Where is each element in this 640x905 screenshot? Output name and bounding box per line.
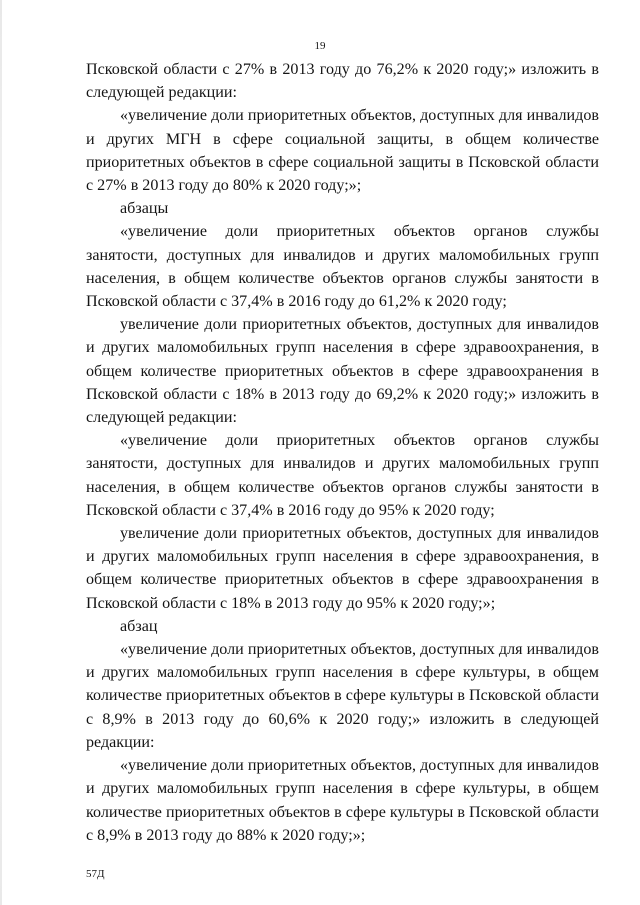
paragraph-10: «увеличение доли приоритетных объектов, доступных для инвалидов и других маломобильных групп населения в сфере культуры, в общем количестве приоритетных объектов в сфере культуры в Псковской области с 8,9% в 2013 году до 88% к 2020 году;»; [86, 757, 599, 844]
paragraph-8: абзац [120, 617, 158, 635]
page-number: 19 [314, 40, 326, 52]
footer-code: 57Д [86, 868, 105, 880]
paragraph-4: «увеличение доли приоритетных объектов органов службы занятости, доступных для инвалидов и других маломобильных групп населения, в общем количестве объектов органов службы занятости в Псковской области с 37,4% в 2016 году до 61,2% к 2020 году; [86, 223, 599, 311]
paragraph-1: Псковской области с 27% в 2013 году до 76,2% к 2020 году;» изложить в следующей редакции: [86, 61, 599, 102]
paragraph-3: абзацы [120, 200, 169, 218]
scan-edge [0, 0, 2, 905]
paragraph-5: увеличение доли приоритетных объектов, доступных для инвалидов и других маломобильных групп населения в сфере здравоохранения, в общем количестве приоритетных объектов в сфере здравоохранения в Псковской области с 18% в 2013 году до 69,2% к 2020 году;» изложить в следующей редакции: [86, 316, 599, 427]
paragraph-9: «увеличение доли приоритетных объектов, доступных для инвалидов и других маломобильных групп населения в сфере культуры, в общем количестве приоритетных объектов в сфере культуры в Псковской области с 8,9% в 2013 году до 60,6% к 2020 году;» изложить в следующей редакции: [86, 641, 599, 751]
paragraph-2: «увеличение доли приоритетных объектов, доступных для инвалидов и других МГН в сфере социальной защиты, в общем количестве приоритетных объектов в сфере социальной защиты в Псковской области с 27% в 2013 году до 80% к 2020 году;»; [86, 107, 599, 195]
paragraph-6: «увеличение доли приоритетных объектов органов службы занятости, доступных для инвалидов и других маломобильных групп населения, в общем количестве объектов органов службы занятости в Псковской области с 37,4% в 2016 году до 95% к 2020 году; [86, 432, 599, 519]
paragraph-7: увеличение доли приоритетных объектов, доступных для инвалидов и других маломобильных групп населения в сфере здравоохранения, в общем количестве приоритетных объектов в сфере здравоохранения в Псковской области с 18% в 2013 году до 95% к 2020 году;»; [86, 525, 599, 612]
document-body [86, 58, 599, 847]
